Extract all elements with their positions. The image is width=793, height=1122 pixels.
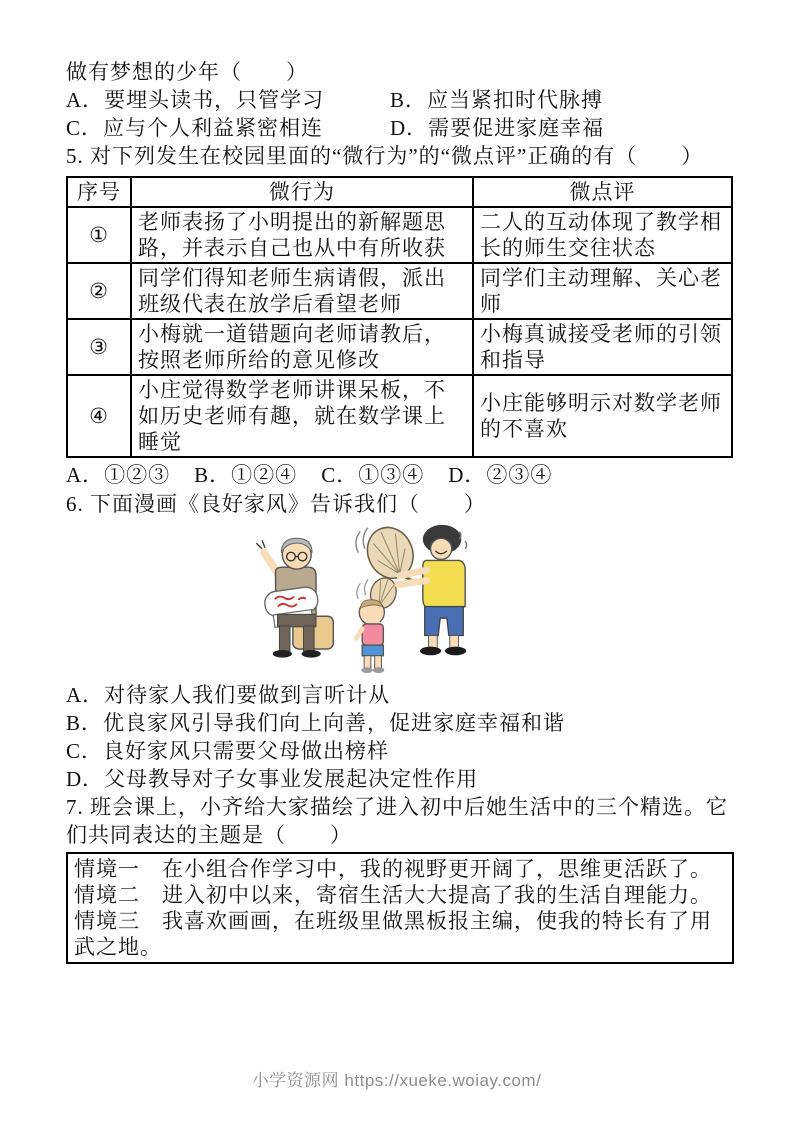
q6-option-d: D．父母教导对子女事业发展起决定性作用 (66, 767, 479, 791)
footer (0, 1066, 793, 1091)
table-row (67, 263, 732, 319)
q4-stem-tail: 做有梦想的少年（ ） (66, 60, 308, 84)
table-row (67, 375, 732, 457)
micro-behavior-table (66, 176, 733, 458)
q6-option-b: B．优良家风引导我们向上向善，促进家庭幸福和谐 (66, 711, 566, 735)
q5-stem: 5. 对下列发生在校园里面的“微行为”的“微点评”正确的有（ ） (66, 144, 704, 168)
q5-answer-a: A．①②③ (66, 463, 171, 487)
q7-stem: 7. 班会课上，小齐给大家描绘了进入初中后她生活中的三个精选。它们共同表达的主题是（ ） (66, 795, 728, 847)
row-comment: 同学们主动理解、关心老师 (473, 263, 732, 319)
row-behavior: 小梅就一道错题向老师请教后，按照老师所给的意见修改 (131, 319, 473, 375)
table-row (67, 319, 732, 375)
row-behavior: 同学们得知老师生病请假，派出班级代表在放学后看望老师 (131, 263, 473, 319)
row-number: ① (67, 207, 131, 263)
row-behavior: 老师表扬了小明提出的新解题思路，并表示自己也从中有所收获 (131, 207, 473, 263)
table-row (67, 207, 732, 263)
exam-content (66, 58, 734, 964)
footer-link[interactable]: https://xueke.woiay.com/ (344, 1071, 542, 1090)
row-behavior: 小庄觉得数学老师讲课呆板，不如历史老师有趣，就在数学课上睡觉 (131, 375, 473, 457)
q4-options-row-1 (66, 86, 734, 114)
row-comment: 小庄能够明示对数学老师的不喜欢 (473, 375, 732, 457)
q5-answer-b: B．①②④ (194, 463, 298, 487)
child-figure (356, 575, 400, 673)
header-number: 序号 (67, 177, 131, 207)
q4-option-a: A．要埋头读书，只管学习 (66, 88, 325, 112)
q4-options-row-2 (66, 114, 734, 142)
good-family-style-cartoon (242, 520, 492, 679)
scenario-2: 情境二 进入初中以来，寄宿生活大大提高了我的生活自理能力。 (74, 883, 712, 907)
q5-answer-options (66, 460, 734, 490)
q6-stem: 6. 下面漫画《良好家风》告诉我们（ ） (66, 492, 486, 516)
row-number: ④ (67, 375, 131, 457)
q6-option-a: A．对待家人我们要做到言听计从 (66, 683, 391, 707)
table-header-row (67, 177, 732, 207)
footer-site-label: 小学资源网 (251, 1071, 340, 1090)
grandfather-figure (256, 538, 333, 657)
q4-option-c: C．应与个人利益紧密相连 (66, 116, 324, 140)
header-behavior: 微行为 (131, 177, 473, 207)
row-comment: 小梅真诚接受老师的引领和指导 (473, 319, 732, 375)
q5-answer-d: D．②③④ (448, 463, 553, 487)
row-comment: 二人的互动体现了教学相长的师生交往状态 (473, 207, 732, 263)
q5-answer-c: C．①③④ (321, 463, 425, 487)
scenario-1: 情境一 在小组合作学习中，我的视野更开阔了，思维更活跃了。 (74, 857, 712, 881)
q6-option-c: C．良好家风只需要父母做出榜样 (66, 739, 390, 763)
header-comment: 微点评 (473, 177, 732, 207)
q4-option-b: B．应当紧扣时代脉搏 (390, 88, 604, 112)
scenario-3: 情境三 我喜欢画画，在班级里做黑板报主编，使我的特长有了用武之地。 (74, 909, 712, 959)
scenario-box (66, 852, 734, 964)
row-number: ② (67, 263, 131, 319)
mother-head (431, 538, 452, 559)
row-number: ③ (67, 319, 131, 375)
q4-option-d: D．需要促进家庭幸福 (390, 116, 605, 140)
